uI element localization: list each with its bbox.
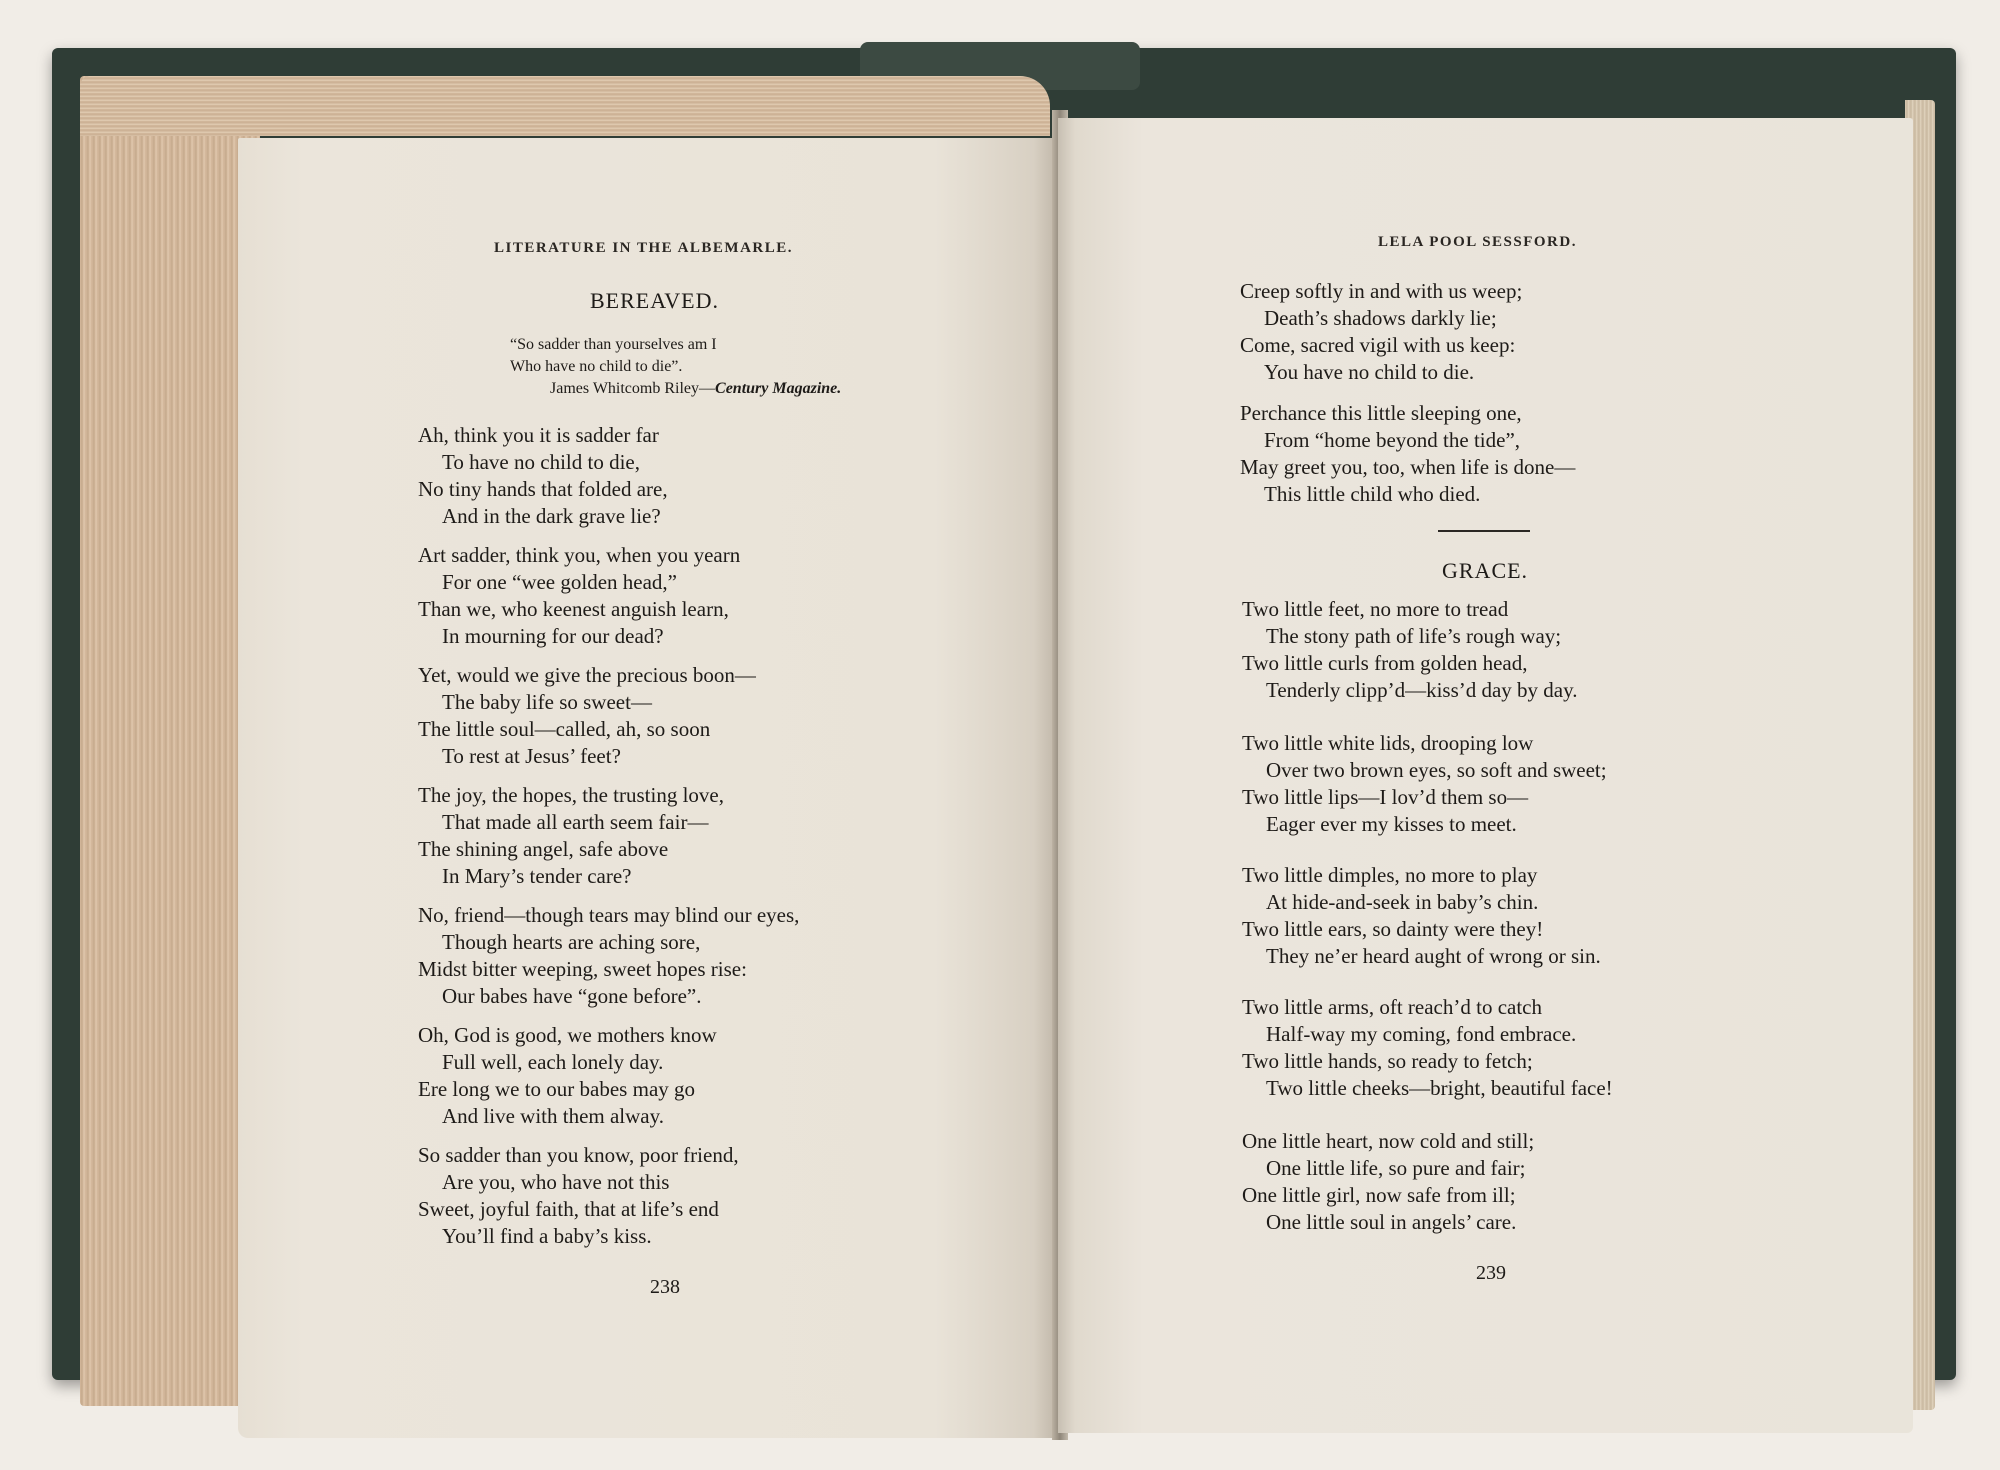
verse-line: To rest at Jesus’ feet? (442, 744, 621, 768)
stanza (418, 422, 668, 530)
verse-line: The stony path of life’s rough way; (1266, 624, 1562, 648)
poem-title: BEREAVED. (590, 288, 719, 313)
verse-line: So sadder than you know, poor friend, (418, 1143, 739, 1167)
verse-line: One little life, so pure and fair; (1266, 1156, 1526, 1180)
stanza (1242, 1128, 1534, 1236)
page-edges-top (80, 76, 1050, 136)
stanza (418, 1142, 739, 1250)
verse-line: One little soul in angels’ care. (1266, 1210, 1517, 1234)
left-page (238, 138, 1058, 1438)
verse-line: No, friend—though tears may blind our eyes, (418, 903, 800, 927)
poem-title: GRACE. (1442, 558, 1529, 583)
attribution-source: Century Magazine. (715, 380, 842, 397)
verse-line: Two little lips—I lov’d them so— (1242, 785, 1529, 809)
verse-line: May greet you, too, when life is done— (1240, 455, 1576, 479)
stanza (1240, 400, 1575, 508)
verse-line: Are you, who have not this (442, 1170, 670, 1194)
verse-line: You have no child to die. (1264, 360, 1475, 384)
verse-line: Sweet, joyful faith, that at life’s end (418, 1197, 719, 1221)
verse-line: Our babes have “gone before”. (442, 984, 702, 1008)
verse-line: Yet, would we give the precious boon— (418, 663, 756, 687)
page-edges-left (80, 76, 260, 1406)
verse-line: Two little curls from golden head, (1242, 651, 1528, 675)
stanza (1240, 278, 1522, 386)
epigraph-attribution (510, 378, 841, 400)
stanza (418, 662, 756, 770)
verse-line: Than we, who keenest anguish learn, (418, 597, 729, 621)
page-number: 239 (1476, 1262, 1506, 1284)
stanza (418, 902, 799, 1010)
verse-line: Come, sacred vigil with us keep: (1240, 333, 1516, 357)
verse-line: One little heart, now cold and still; (1242, 1129, 1535, 1153)
verse-line: One little girl, now safe from ill; (1242, 1183, 1516, 1207)
verse-line: In Mary’s tender care? (442, 864, 632, 888)
verse-line: For one “wee golden head,” (442, 570, 677, 594)
verse-line: Tenderly clipp’d—kiss’d day by day. (1266, 678, 1578, 702)
epigraph (510, 334, 841, 400)
verse-line: Two little hands, so ready to fetch; (1242, 1049, 1533, 1073)
verse-line: The shining angel, safe above (418, 837, 669, 861)
running-head: LITERATURE IN THE ALBEMARLE. (494, 240, 794, 256)
verse-line: The joy, the hopes, the trusting love, (418, 783, 724, 807)
verse-line: That made all earth seem fair— (442, 810, 709, 834)
verse-line: Ere long we to our babes may go (418, 1077, 696, 1101)
verse-line: Eager ever my kisses to meet. (1266, 812, 1517, 836)
running-head: LELA POOL SESSFORD. (1378, 234, 1577, 250)
verse-line: Two little dimples, no more to play (1242, 863, 1538, 887)
verse-line: In mourning for our dead? (442, 624, 664, 648)
verse-line: Half-way my coming, fond embrace. (1266, 1022, 1577, 1046)
stanza (1242, 994, 1613, 1102)
verse-line: From “home beyond the tide”, (1264, 428, 1521, 452)
stanza (418, 542, 740, 650)
verse-line: Two little white lids, drooping low (1242, 731, 1534, 755)
verse-line: And in the dark grave lie? (442, 504, 661, 528)
verse-line: Though hearts are aching sore, (442, 930, 701, 954)
verse-line: Art sadder, think you, when you yearn (418, 543, 741, 567)
verse-line: Oh, God is good, we mothers know (418, 1023, 717, 1047)
attribution-author: James Whitcomb Riley— (550, 380, 716, 397)
verse-line: You’ll find a baby’s kiss. (442, 1224, 652, 1248)
verse-line: Full well, each lonely day. (442, 1050, 664, 1074)
verse-line: Ah, think you it is sadder far (418, 423, 659, 447)
epigraph-line: “So sadder than yourselves am I (510, 336, 717, 353)
verse-line: Over two brown eyes, so soft and sweet; (1266, 758, 1607, 782)
stanza (1242, 730, 1607, 838)
verse-line: Two little feet, no more to tread (1242, 597, 1509, 621)
verse-line: No tiny hands that folded are, (418, 477, 668, 501)
verse-line: Midst bitter weeping, sweet hopes rise: (418, 957, 747, 981)
right-page (1058, 118, 1913, 1433)
verse-line: This little child who died. (1264, 482, 1481, 506)
verse-line: Two little arms, oft reach’d to catch (1242, 995, 1542, 1019)
section-divider (1438, 530, 1530, 532)
verse-line: Two little cheeks—bright, beautiful face! (1266, 1076, 1613, 1100)
page-number: 238 (650, 1276, 680, 1298)
stanza (1242, 596, 1578, 704)
verse-line: And live with them alway. (442, 1104, 665, 1128)
stanza (418, 782, 724, 890)
stanza (1242, 862, 1601, 970)
verse-line: They ne’er heard aught of wrong or sin. (1266, 944, 1601, 968)
verse-line: The little soul—called, ah, so soon (418, 717, 711, 741)
epigraph-line: Who have no child to die”. (510, 358, 683, 375)
verse-line: Death’s shadows darkly lie; (1264, 306, 1497, 330)
verse-line: Creep softly in and with us weep; (1240, 279, 1523, 303)
verse-line: Perchance this little sleeping one, (1240, 401, 1522, 425)
stanza (418, 1022, 717, 1130)
verse-line: To have no child to die, (442, 450, 640, 474)
verse-line: Two little ears, so dainty were they! (1242, 917, 1544, 941)
verse-line: The baby life so sweet— (442, 690, 652, 714)
verse-line: At hide-and-seek in baby’s chin. (1266, 890, 1539, 914)
